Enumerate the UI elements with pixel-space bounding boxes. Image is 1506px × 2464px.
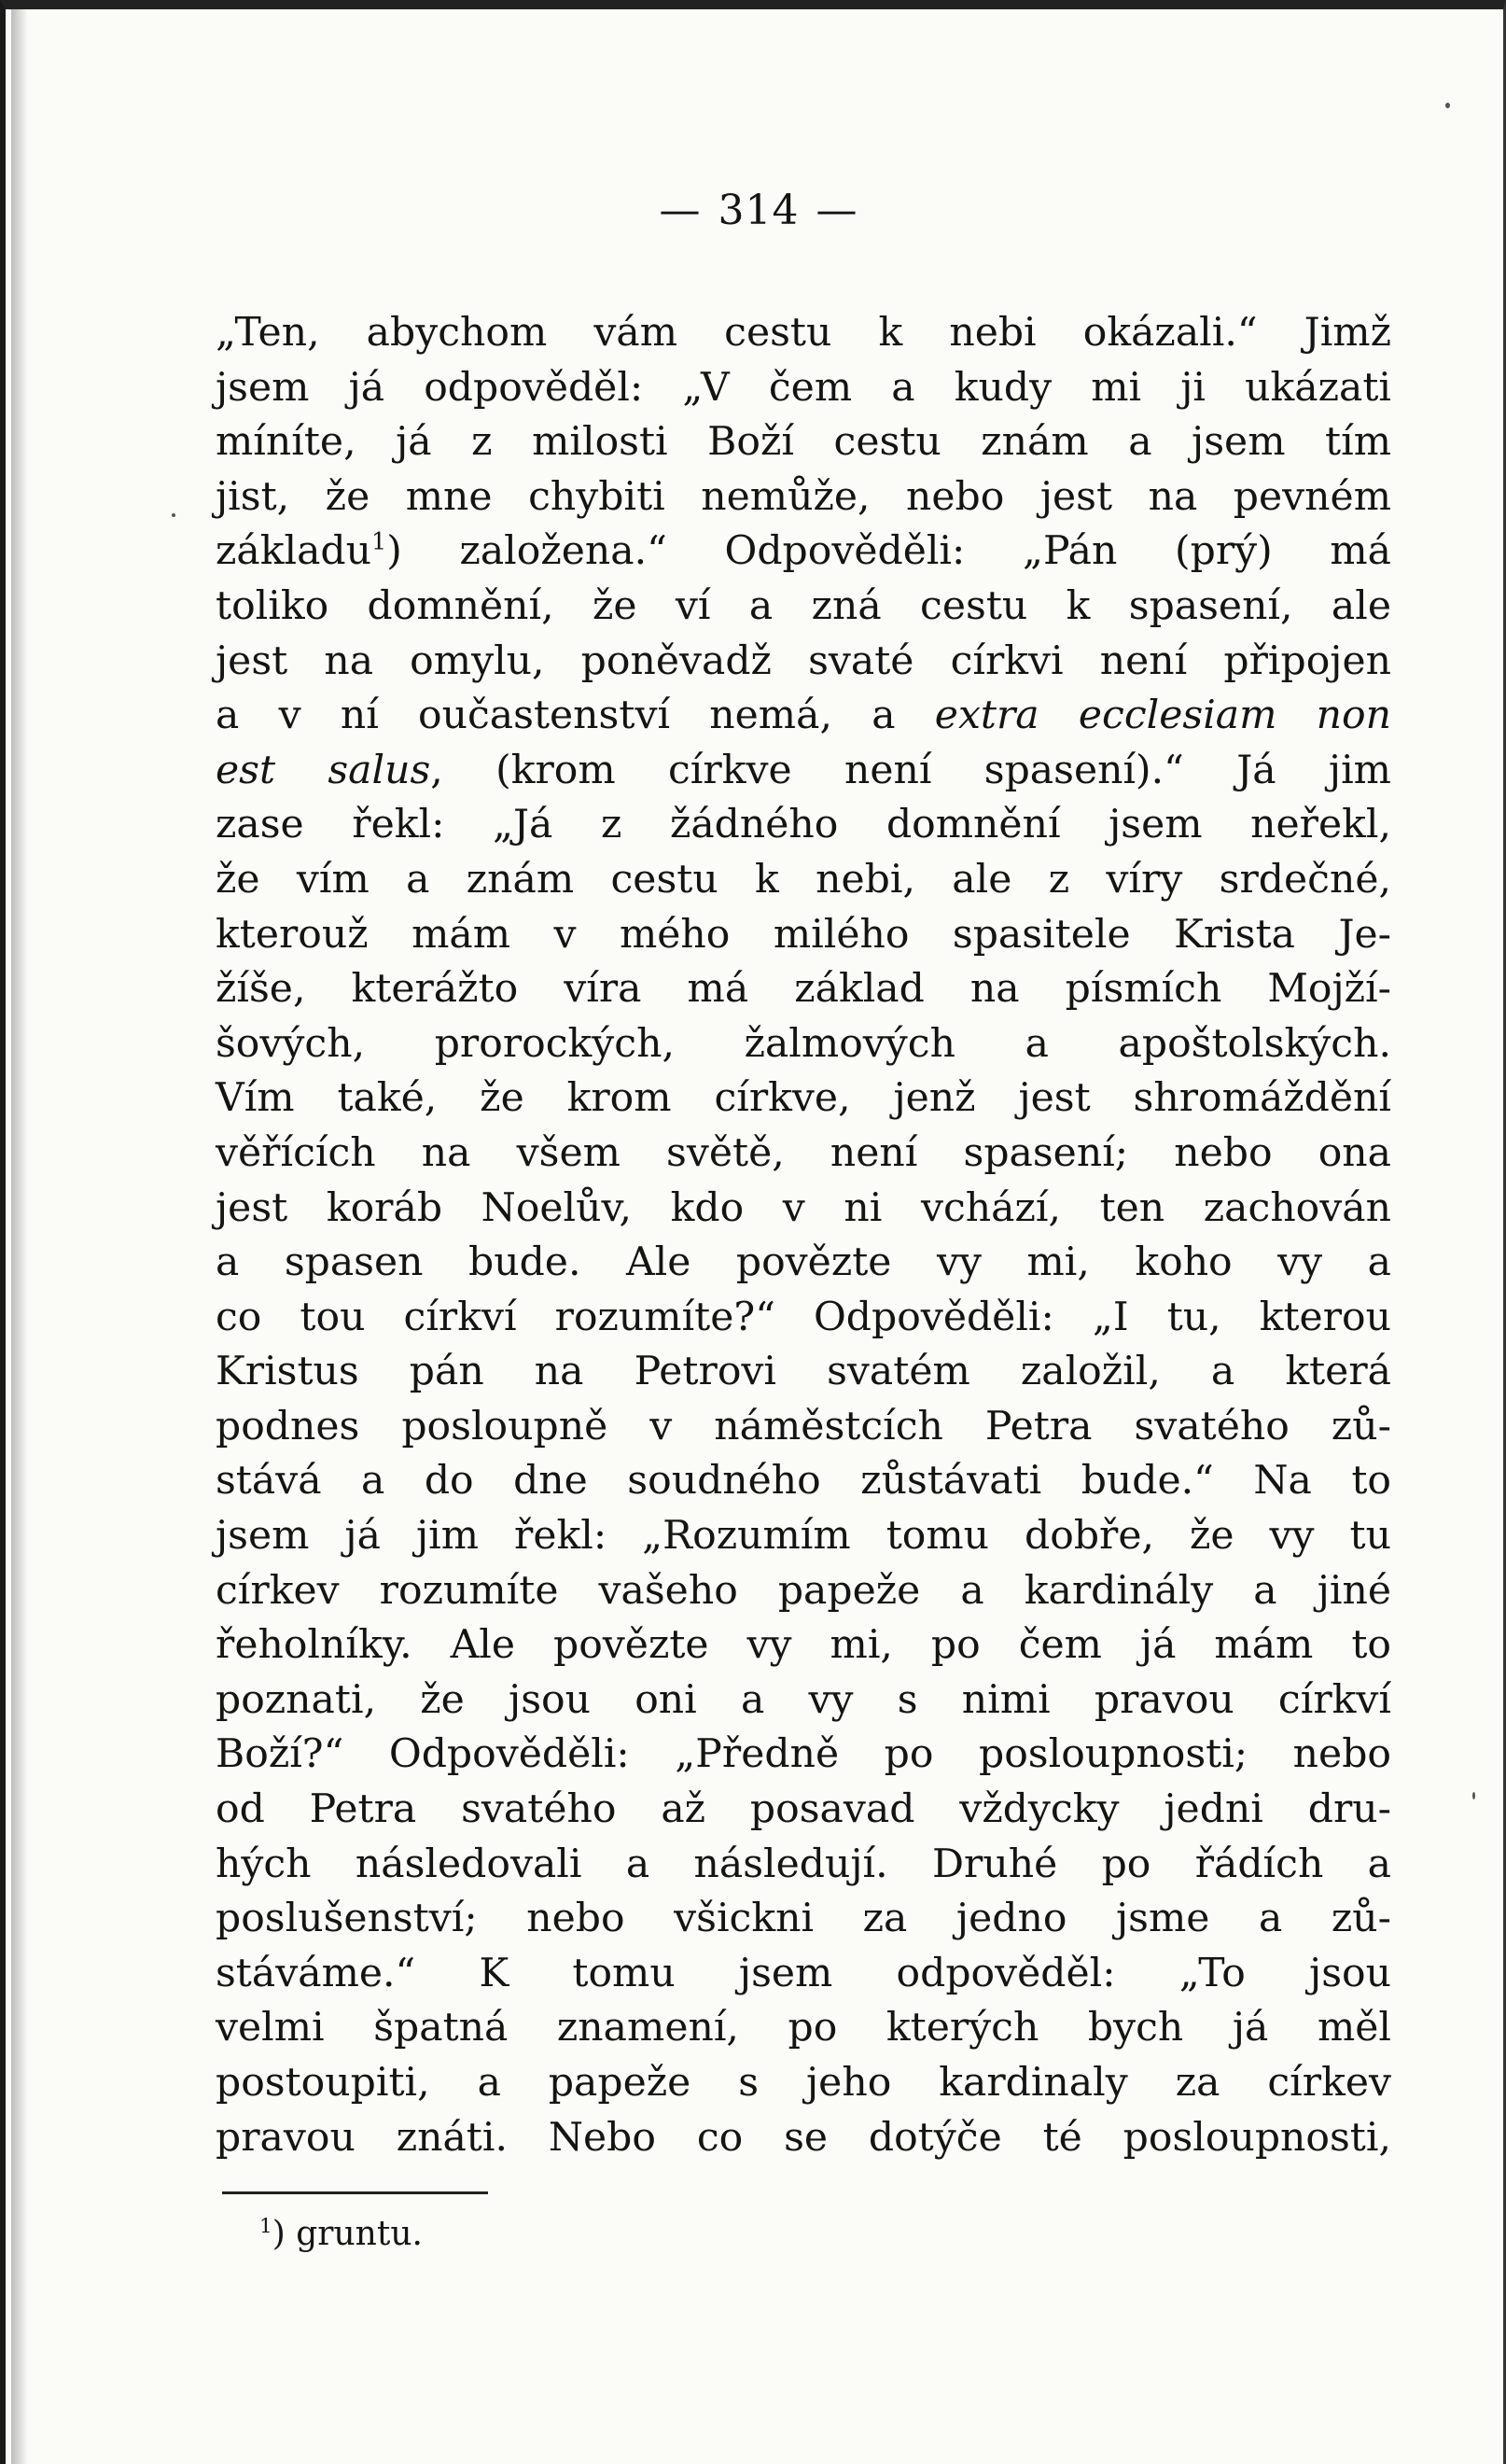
spine-shadow <box>11 9 28 2464</box>
print-speck <box>172 513 175 517</box>
text-line: jest koráb Noelův, kdo v ni vchází, ten zachován <box>216 1184 1391 1231</box>
text-line <box>216 744 1391 799</box>
text-fragment: ) založena.“ Odpověděli: „Pán (prý) má <box>386 528 1391 575</box>
text-line: míníte, já z milosti Boží cestu znám a jsem tím <box>216 419 1391 466</box>
text-line: postoupiti, a papeže s jeho kardinaly za církev <box>216 2060 1391 2106</box>
text-line: poznati, že jsou oni a vy s nimi pravou církví <box>216 1676 1391 1723</box>
text-line: Vím také, že krom církve, jenž jest shromáždění <box>216 1075 1391 1122</box>
latin-phrase: est salus <box>216 747 431 793</box>
text-line: a spasen bude. Ale povězte vy mi, koho vy a <box>216 1239 1391 1286</box>
text-line: kterouž mám v mého milého spasitele Krista Je- <box>216 911 1391 958</box>
text-line: stává a do dne soudného zůstávati bude.“ Na to <box>216 1458 1391 1505</box>
text-line: pravou znáti. Nebo co se dotýče té posloupnosti, <box>216 2114 1391 2161</box>
text-fragment: základu <box>216 528 371 575</box>
body-text <box>216 306 1391 2165</box>
text-line: jist, že mne chybiti nemůže, nebo jest na pevném <box>216 473 1391 520</box>
text-fragment: a v ní oučastenství nemá, a <box>216 693 896 739</box>
text-line: Kristus pán na Petrovi svatém založil, a která <box>216 1349 1391 1395</box>
footnote-rule <box>222 2191 488 2194</box>
text-line <box>216 689 1391 744</box>
text-line: Boží?“ Odpověděli: „Předně po posloupnosti; nebo <box>216 1731 1391 1778</box>
footnote-marker: 1 <box>371 528 387 557</box>
text-line: stáváme.“ K tomu jsem odpověděl: „To jsou <box>216 1950 1391 1996</box>
footnote-text: ) gruntu. <box>272 2215 423 2253</box>
folio-dash-left: — <box>659 187 702 234</box>
text-line: zase řekl: „Já z žádného domnění jsem neřekl, <box>216 802 1391 848</box>
print-speck <box>1445 103 1450 108</box>
text-line: od Petra svatého až posavad vždycky jedni dru- <box>216 1786 1391 1833</box>
text-line: „Ten, abychom vám cestu k nebi okázali.“ Jimž <box>216 310 1391 356</box>
text-line: žíše, kterážto víra má základ na písmích Mojží- <box>216 966 1391 1013</box>
text-line: toliko domnění, že ví a zná cestu k spasení, ale <box>216 582 1391 629</box>
footnote <box>259 2215 423 2253</box>
print-speck <box>1472 1792 1475 1799</box>
folio-dash-right: — <box>816 187 858 234</box>
footnote-marker: 1 <box>259 2215 272 2239</box>
text-line: jsem já jim řekl: „Rozumím tomu dobře, že vy tu <box>216 1513 1391 1560</box>
text-line: podnes posloupně v náměstcích Petra svatého zů- <box>216 1403 1391 1449</box>
page-number <box>6 187 1506 234</box>
text-line: církev rozumíte vašeho papeže a kardinály a jiné <box>216 1567 1391 1614</box>
text-line: co tou církví rozumíte?“ Odpověděli: „I tu, kterou <box>216 1294 1391 1340</box>
text-line: šových, prorockých, žalmových a apoštolských. <box>216 1020 1391 1067</box>
text-line <box>216 525 1391 580</box>
text-line: velmi špatná znamení, po kterých bych já měl <box>216 2005 1391 2051</box>
text-line: jsem já odpověděl: „V čem a kudy mi ji ukázati <box>216 364 1391 411</box>
text-line: že vím a znám cestu k nebi, ale z víry srdečné, <box>216 856 1391 903</box>
page-number-value: 314 <box>718 187 800 234</box>
text-line: jest na omylu, poněvadž svaté církvi není připojen <box>216 637 1391 684</box>
text-line: poslušenství; nebo všickni za jedno jsme a zů- <box>216 1896 1391 1942</box>
text-fragment: , (krom církve není spasení).“ Já jim <box>430 747 1391 793</box>
text-line: věřících na všem světě, není spasení; nebo ona <box>216 1129 1391 1176</box>
latin-phrase: extra ecclesiam non <box>934 693 1392 739</box>
text-line: hých následovali a následují. Druhé po řádích a <box>216 1841 1391 1887</box>
text-line: řeholníky. Ale povězte vy mi, po čem já mám to <box>216 1622 1391 1669</box>
